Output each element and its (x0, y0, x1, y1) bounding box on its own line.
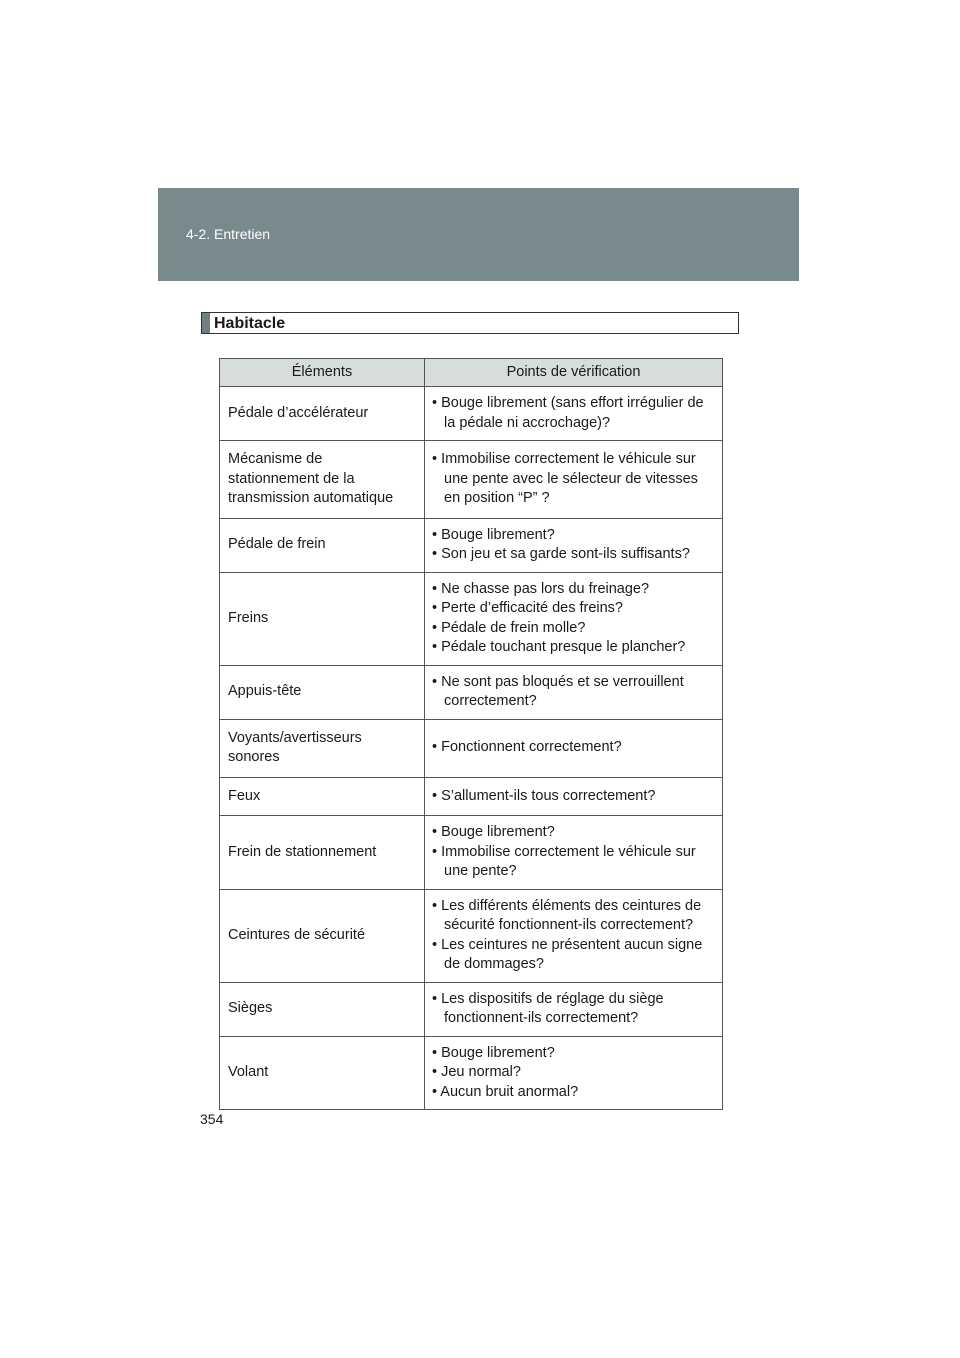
points-list (432, 990, 716, 1029)
column-header-items: Éléments (220, 359, 425, 387)
row-item: Mécanisme de stationnement de la transmission automatique (220, 441, 425, 519)
table-header-row (220, 359, 723, 387)
row-item: Feux (220, 777, 425, 816)
point-item: • Jeu normal? (432, 1064, 521, 1080)
section-title-box (201, 312, 739, 334)
points-list (432, 580, 716, 658)
row-item: Appuis-tête (220, 665, 425, 719)
row-item: Pédale de frein (220, 518, 425, 572)
table-row (220, 572, 723, 665)
column-header-points: Points de vérification (425, 359, 723, 387)
points-list (432, 738, 716, 758)
point-item: • Immobilise correctement le véhicule sur une pente avec le sélecteur de vitesses en position “P” ? (432, 451, 698, 506)
point-item: • Les dispositifs de réglage du siège fonctionnent-ils correctement? (432, 990, 664, 1026)
point-item: • Bouge librement? (432, 1044, 555, 1061)
row-item: Sièges (220, 982, 425, 1036)
points-list (432, 897, 716, 975)
row-points (425, 387, 723, 441)
row-item: Volant (220, 1036, 425, 1110)
point-item: • Ne chasse pas lors du freinage? (432, 580, 650, 597)
points-list (432, 823, 716, 882)
section-title: Habitacle (214, 315, 286, 332)
row-points (425, 441, 723, 519)
page-number: 354 (200, 1111, 224, 1127)
section-marker (202, 313, 210, 333)
point-item: • Pédale touchant presque le plancher? (432, 639, 686, 655)
row-points (425, 518, 723, 572)
table-row (220, 719, 723, 777)
row-points (425, 719, 723, 777)
point-item: • Bouge librement? (432, 824, 555, 840)
points-list (432, 450, 716, 509)
row-points (425, 665, 723, 719)
table-row (220, 889, 723, 982)
point-item: • Ne sont pas bloqués et se verrouillent correctement? (432, 673, 684, 709)
point-item: • S’allument-ils tous correctement? (432, 787, 656, 804)
points-list (432, 673, 716, 712)
row-points (425, 777, 723, 816)
point-item: • Bouge librement (sans effort irrégulier de la pédale ni accrochage)? (432, 395, 704, 431)
points-list (432, 787, 716, 807)
points-list (432, 394, 716, 433)
table-row (220, 777, 723, 816)
row-item: Pédale d’accélérateur (220, 387, 425, 441)
table-row (220, 518, 723, 572)
points-list (432, 1044, 716, 1103)
point-item: • Pédale de frein molle? (432, 619, 586, 636)
point-item: • Aucun bruit anormal? (432, 1083, 579, 1100)
row-points (425, 889, 723, 982)
row-points (425, 816, 723, 890)
row-item: Voyants/avertisseurs sonores (220, 719, 425, 777)
table-row (220, 665, 723, 719)
point-item: • Bouge librement? (432, 526, 555, 543)
row-item: Freins (220, 572, 425, 665)
row-points (425, 1036, 723, 1110)
table-row (220, 816, 723, 890)
row-points (425, 982, 723, 1036)
point-item: • Fonctionnent correctement? (432, 739, 622, 756)
point-item: • Son jeu et sa garde sont-ils suffisants? (432, 546, 690, 562)
section-label: 4-2. Entretien (186, 226, 271, 242)
row-points (425, 572, 723, 665)
point-item: • Immobilise correctement le véhicule sur une pente? (432, 843, 696, 879)
table-row (220, 1036, 723, 1110)
point-item: • Perte d’efficacité des freins? (432, 600, 623, 616)
table-row (220, 982, 723, 1036)
header-band (158, 188, 799, 281)
row-item: Frein de stationnement (220, 816, 425, 890)
point-item: • Les ceintures ne présentent aucun signe de dommages? (432, 936, 703, 972)
points-list (432, 526, 716, 565)
inspection-table (219, 358, 723, 1110)
table-row (220, 441, 723, 519)
table-row (220, 387, 723, 441)
point-item: • Les différents éléments des ceintures de sécurité fonctionnent-ils correctement? (432, 897, 702, 933)
row-item: Ceintures de sécurité (220, 889, 425, 982)
